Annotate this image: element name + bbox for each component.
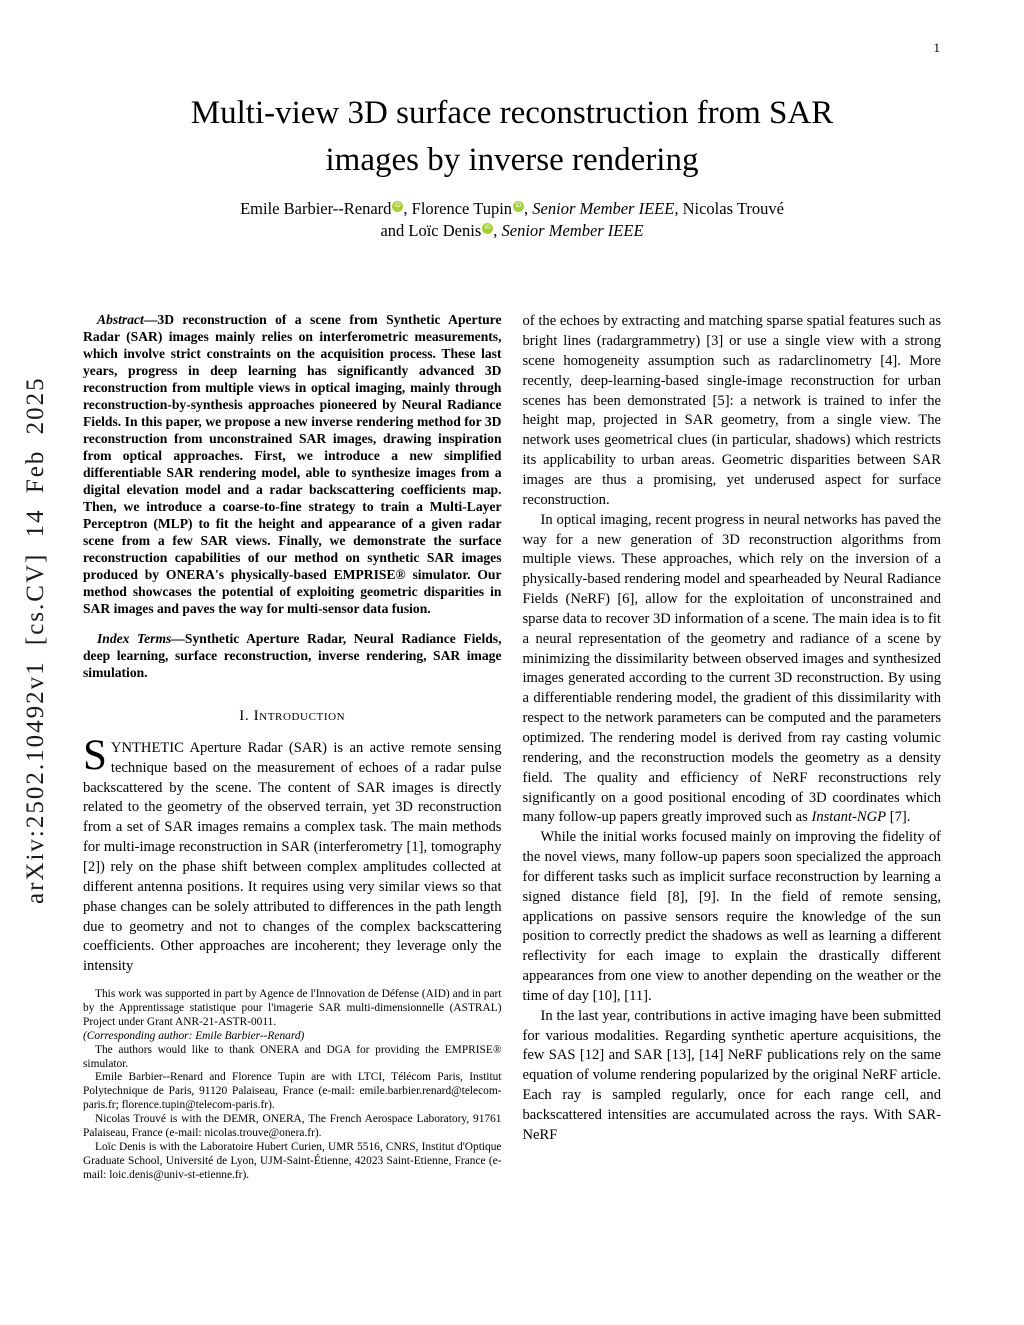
two-column-body	[0, 312, 1024, 1182]
footnote-text: This work was supported in part by Agence de l'Innovation de Défense (AID) and in part by the Apprentissage statistique pour l'imagerie SAR multi-dimensionnelle (ASTRAL) Project under Grant ANR-21-ASTR-0011.	[83, 988, 502, 1028]
author-separator: ,	[493, 220, 502, 240]
footnote-affiliation-2: Nicolas Trouvé is with the DEMR, ONERA, The French Aerospace Laboratory, 91761 Palaiseau, France (e-mail: nicolas.trouve@onera.fr).	[83, 1113, 502, 1140]
orcid-icon	[513, 201, 524, 212]
author-ieee-title: Senior Member IEEE	[501, 220, 644, 240]
corresponding-author-note: (Corresponding author: Emile Barbier--Renard)	[83, 1029, 305, 1042]
paragraph-text: [7].	[886, 809, 911, 826]
abstract-text: 3D reconstruction of a scene from Synthetic Aperture Radar (SAR) images mainly relies on interferometric measurements, which involve strict constraints on the acquisition process. These last years, progress in deep learning has significantly advanced 3D reconstruction from multiple views in optical imaging, mainly through reconstruction-by-synthesis approaches pioneered by Neural Radiance Fields. In this paper, we propose a new inverse rendering method for 3D reconstruction from unconstrained SAR images, drawing inspiration from optical approaches. First, we introduce a new simplified differentiable SAR rendering model, able to synthesize images from a digital elevation model and a radar backscattering coefficients map. Then, we introduce a coarse-to-fine strategy to train a Multi-Layer Perceptron (MLP) to fit the height and appearance of a given radar scene from a few SAR views. Finally, we demonstrate the surface reconstruction capabilities of our method on synthetic SAR images produced by ONERA's physically-based EMPRISE® simulator. Our method showcases the potential of exploiting geometric disparities in SAR images and paves the way for multi-sensor data fusion.	[83, 312, 502, 616]
title-line-1: Multi-view 3D surface reconstruction from SAR	[190, 95, 834, 131]
authors-block	[0, 198, 1024, 243]
orcid-icon	[482, 223, 493, 234]
title-line-2: images by inverse rendering	[325, 141, 699, 178]
author-name: Nicolas Trouvé	[678, 198, 784, 218]
section-heading-introduction: I. Introduction	[239, 707, 346, 724]
index-terms-label: Index Terms—	[97, 630, 185, 646]
right-column	[523, 312, 942, 1182]
footnote-acknowledgment: The authors would like to thank ONERA and DGA for providing the EMPRISE® simulator.	[83, 1043, 502, 1070]
instant-ngp-reference: Instant-NGP	[811, 809, 887, 826]
footnote-affiliation-3: Loïc Denis is with the Laboratoire Hubert Curien, UMR 5516, CNRS, Institut d'Optique Graduate School, Université de Lyon, UJM-Saint-Étienne, 42023 Saint-Etienne, France (e-mail: loic.denis@univ-st-etienne.fr).	[83, 1141, 502, 1181]
abstract-label: Abstract—	[97, 312, 158, 328]
abstract	[83, 312, 502, 618]
author-name: , Florence Tupin	[403, 198, 513, 218]
drop-cap: S	[83, 731, 107, 779]
footnote-funding	[83, 988, 502, 1044]
paragraph: While the initial works focused mainly on improving the fidelity of the novel views, many follow-up papers soon specialized the approach for different tasks such as implicit surface reconstruction by learning a signed distance field [8], [9]. In the field of remote sensing, applications on passive sensors require the knowledge of the sun position to correctly predict the shadows as well as learning a different reflectivity for each image to explain the drastically different appearances from one view to another depending on the weather or the time of day [10], [11].	[522, 829, 941, 1004]
footnote-affiliation-1: Emile Barbier--Renard and Florence Tupin are with LTCI, Télécom Paris, Institut Polytechnique de Paris, 91120 Palaiseau, France (e-mail: emile.barbier.renard@telecom-paris.fr; florence.tupin@telecom-paris.fr).	[83, 1071, 502, 1112]
arxiv-banner: arXiv:2502.10492v1 [cs.CV] 14 Feb 2025	[22, 376, 49, 904]
paragraph-text: In optical imaging, recent progress in neural networks has paved the way for a new generation of 3D reconstruction algorithms from multiple views. These approaches, which rely on the inversion of a physically-based rendering model and spearheaded by Neural Radiance Fields (NeRF) [6], allow for the exploitation of unconstrained and sparse data to recover 3D information of a scene. The main idea is to fit a neural representation of the geometry and radiance of a scene by minimizing the dissimilarity between observed images and synthesized images generated according to the current 3D reconstruction. By using a differentiable rendering model, the gradient of this dissimilarity with respect to the network parameters can be computed and the parameters optimized. The rendering model is derived from ray casting volumic rendering, and the reconstruction models the geometry as a density field. The quality and efficiency of NeRF reconstructions rely significantly on a good positional encoding of 3D coordinates which many follow-up papers greatly improved such as	[522, 511, 941, 826]
paragraph: of the echoes by extracting and matching sparse spatial features such as bright lines (radargrammetry) [3] or use a single view with a strong scene homogeneity assumption such as radarclinometry [4]. More recently, deep-learning-based single-image reconstruction for urban scenes has been demonstrated [5]: a network is trained to infer the height map, projected in SAR geometry, from a single view. The network uses geometrical clues (in particular, shadows) which restricts its applicability to urban areas. Geometric disparities between SAR images are thus a promising, yet underused aspect for surface reconstruction.	[522, 313, 941, 508]
intro-paragraph-text: YNTHETIC Aperture Radar (SAR) is an active remote sensing technique based on the measurement of echoes of a radar pulse backscattered by the scene. The content of SAR images is directly related to the geometry of the observed terrain, yet 3D reconstruction from a set of SAR images remains a complex task. The main methods for multi-image reconstruction in SAR (interferometry [1], tomography [2]) rely on the phase shift between complex amplitudes collected at different antenna positions. It requires using very similar views so that phase changes can be solely attributed to differences in the path length due to geometry and not to changes of the complex backscattering coefficients. Other approaches are incoherent; they leverage only the intensity	[83, 739, 502, 975]
paper-title	[0, 90, 1024, 184]
intro-paragraph	[83, 731, 502, 977]
paragraph: In the last year, contributions in active imaging have been submitted for various modalities. Regarding synthetic aperture acquisitions, the few SAS [12] and SAR [13], [14] NeRF publications rely on the same equation of volume rendering popularized by the original NeRF article. Each ray is sampled regularly, once for each range cell, and backscattered intensities are accumulated across the rays. With SAR-NeRF	[522, 1007, 941, 1143]
author-separator: ,	[524, 198, 533, 218]
orcid-icon	[392, 201, 403, 212]
authors-line-2	[0, 220, 1024, 242]
author-name: and Loïc Denis	[380, 220, 482, 240]
page-number: 1	[933, 40, 940, 55]
index-terms-text: Synthetic Aperture Radar, Neural Radiance Fields, deep learning, surface reconstruction, inverse rendering, SAR image simulation.	[83, 630, 502, 680]
author-ieee-title: Senior Member IEEE,	[532, 198, 679, 218]
authors-line-1	[0, 198, 1024, 220]
index-terms	[83, 631, 502, 682]
left-column	[83, 312, 502, 1182]
footnotes-block	[83, 988, 502, 1183]
author-name: Emile Barbier--Renard	[240, 198, 392, 218]
paragraph	[523, 511, 942, 829]
